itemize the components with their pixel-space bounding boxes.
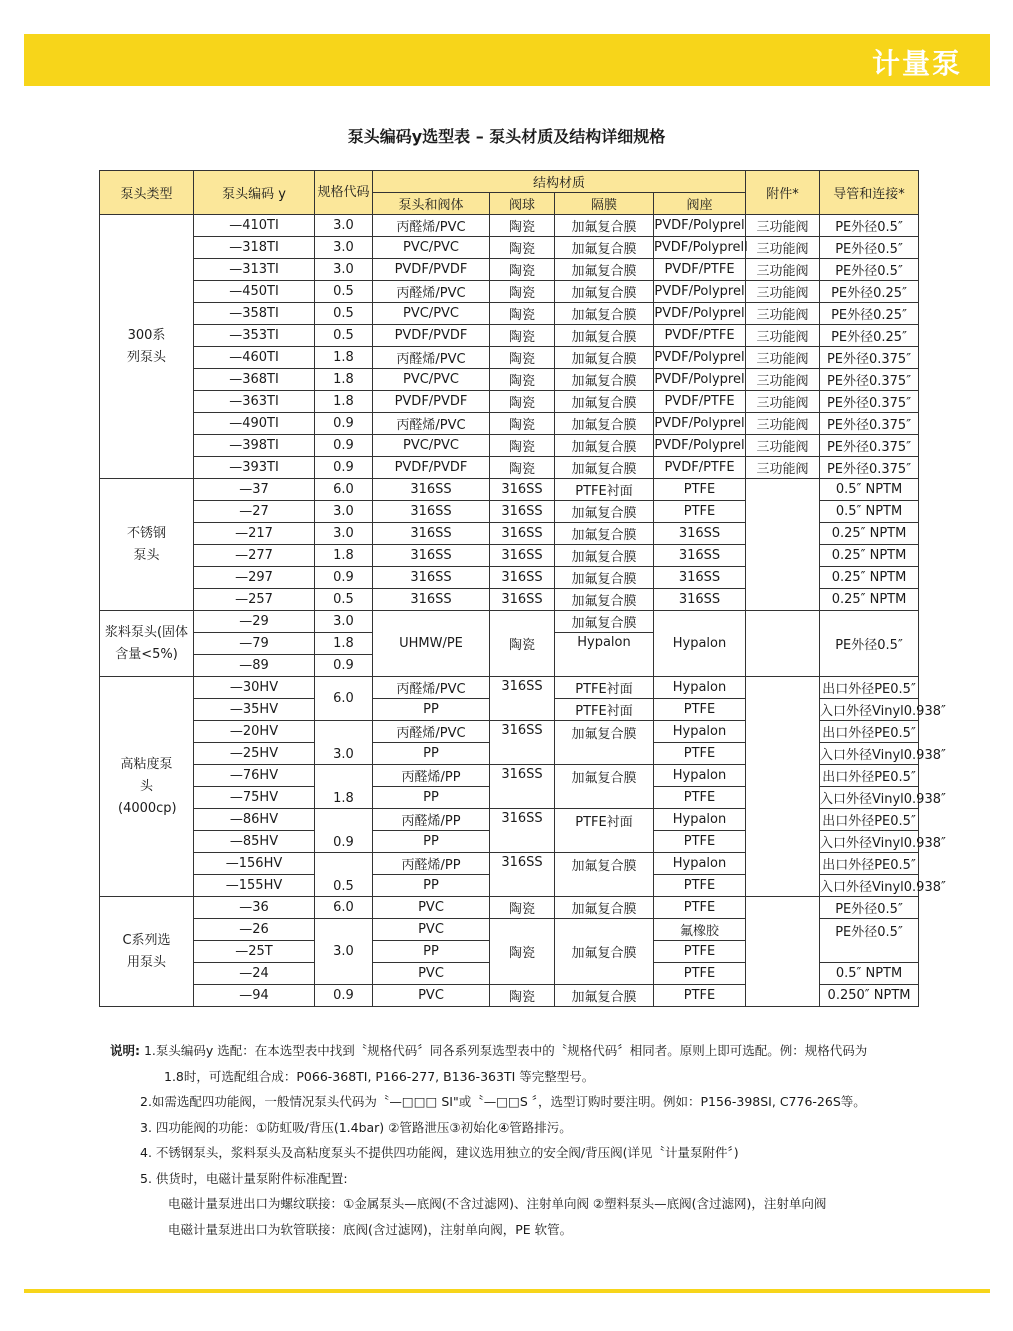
cell-spec: 0.5 [315, 303, 373, 325]
cell-diaphragm: 加氟复合膜 [555, 721, 654, 765]
cell-code: —393TI [194, 457, 315, 479]
cell-seat: Hypalon [654, 809, 746, 831]
cell-body: 丙醛烯/PVC [373, 215, 490, 237]
cell-ball: 陶瓷 [490, 919, 555, 985]
cell-spec: 0.9 [315, 435, 373, 457]
cell-diaphragm: 加氟复合膜 [555, 523, 654, 545]
cell-body: 丙醛烯/PVC [373, 281, 490, 303]
cell-spec: 0.9 [315, 457, 373, 479]
cell-tube: 0.5″ NPTM [820, 479, 919, 501]
cell-spec: 1.8 [315, 347, 373, 369]
cell-tube: PE外径0.5″ [820, 237, 919, 259]
notes-section [110, 1038, 950, 1242]
cell-body: UHMW/PE [373, 611, 490, 677]
document-title: 泵头编码y选型表 – 泵头材质及结构详细规格 [347, 127, 666, 146]
cell-diaphragm: PTFE衬面 [555, 699, 654, 721]
table-row [100, 369, 919, 391]
cell-seat: PTFE [654, 501, 746, 523]
cell-spec: 0.5 [315, 281, 373, 303]
cell-diaphragm: 加氟复合膜 [555, 567, 654, 589]
cell-code: —27 [194, 501, 315, 523]
cell-body: PP [373, 787, 490, 809]
cell-spec: 6.0 [315, 897, 373, 919]
cell-body: PVDF/PVDF [373, 391, 490, 413]
header-banner [24, 34, 990, 86]
cell-diaphragm: Hypalon [555, 633, 654, 677]
cell-accessory [746, 897, 820, 1007]
cell-tube: 0.25″ NPTM [820, 523, 919, 545]
cell-seat: PVDF/Polyprel [654, 215, 746, 237]
cell-code: —75HV [194, 787, 315, 809]
cell-tube: PE外径0.375″ [820, 369, 919, 391]
cell-spec: 1.8 [315, 545, 373, 567]
cell-seat: PTFE [654, 831, 746, 853]
cell-spec: 3.0 [315, 721, 373, 765]
cell-accessory: 三功能阀 [746, 325, 820, 347]
footer-rule [24, 1289, 990, 1293]
cell-spec: 0.5 [315, 589, 373, 611]
cell-code: —94 [194, 985, 315, 1007]
cell-seat: PVDF/Polyprel [654, 369, 746, 391]
cell-ball: 316SS [490, 809, 555, 853]
cell-spec: 0.9 [315, 655, 373, 677]
cell-seat: PTFE [654, 787, 746, 809]
col-header-accessory: 附件* [746, 171, 820, 215]
cell-tube: 0.250″ NPTM [820, 985, 919, 1007]
cell-ball: 陶瓷 [490, 897, 555, 919]
cell-accessory: 三功能阀 [746, 303, 820, 325]
cell-tube: PE外径0.5″ [820, 919, 919, 963]
cell-seat: Hypalon [654, 765, 746, 787]
cell-code: —313TI [194, 259, 315, 281]
table-row [100, 479, 919, 501]
cell-diaphragm: 加氟复合膜 [555, 589, 654, 611]
notes-label: 说明: [110, 1043, 140, 1058]
cell-body: PVC/PVC [373, 435, 490, 457]
cell-seat: Hypalon [654, 611, 746, 677]
cell-ball: 陶瓷 [490, 281, 555, 303]
note-1-cont: 1.8时，可选配组合成：P066-368TI, P166-277, B136-363TI 等完整型号。 [164, 1068, 595, 1084]
banner-title: 计量泵 [871, 47, 962, 80]
cell-diaphragm: 加氟复合膜 [555, 215, 654, 237]
cell-code: —79 [194, 633, 315, 655]
cell-seat: PTFE [654, 941, 746, 963]
cell-tube: 0.25″ NPTM [820, 567, 919, 589]
table-row [100, 413, 919, 435]
cell-seat: PVDF/PTFE [654, 259, 746, 281]
cell-body: 丙醛烯/PVC [373, 677, 490, 699]
cell-ball: 陶瓷 [490, 237, 555, 259]
cell-ball: 陶瓷 [490, 391, 555, 413]
cell-code: —26 [194, 919, 315, 941]
cell-body: 丙醛烯/PVC [373, 347, 490, 369]
table-row [100, 391, 919, 413]
table-row [100, 303, 919, 325]
table-row [100, 281, 919, 303]
cell-ball: 陶瓷 [490, 457, 555, 479]
cell-body: PP [373, 699, 490, 721]
group-label-slurry: 浆料泵头(固体含量<5%) [100, 611, 194, 677]
cell-seat: PVDF/PTFE [654, 457, 746, 479]
cell-ball: 陶瓷 [490, 611, 555, 677]
cell-code: —85HV [194, 831, 315, 853]
cell-code: —398TI [194, 435, 315, 457]
cell-tube: 出口外径PE0.5″ [820, 809, 919, 831]
cell-tube: PE外径0.375″ [820, 457, 919, 479]
cell-ball: 陶瓷 [490, 325, 555, 347]
cell-seat: Hypalon [654, 677, 746, 699]
cell-tube: PE外径0.5″ [820, 259, 919, 281]
cell-ball: 陶瓷 [490, 303, 555, 325]
cell-diaphragm: 加氟复合膜 [555, 765, 654, 809]
cell-ball: 陶瓷 [490, 985, 555, 1007]
group-label-300: 300系列泵头 [100, 215, 194, 479]
cell-ball: 316SS [490, 765, 555, 809]
cell-ball: 316SS [490, 545, 555, 567]
cell-accessory: 三功能阀 [746, 391, 820, 413]
cell-seat: 316SS [654, 523, 746, 545]
cell-code: —89 [194, 655, 315, 677]
cell-code: —318TI [194, 237, 315, 259]
cell-tube: 0.25″ NPTM [820, 545, 919, 567]
cell-seat: PVDF/Polyprel [654, 281, 746, 303]
cell-code: —156HV [194, 853, 315, 875]
cell-tube: 入口外径Vinyl0.938″ [820, 743, 919, 765]
cell-body: 316SS [373, 589, 490, 611]
cell-accessory [746, 479, 820, 611]
col-header-diaphragm: 隔膜 [555, 193, 654, 215]
cell-diaphragm: PTFE衬面 [555, 809, 654, 853]
cell-body: PVDF/PVDF [373, 325, 490, 347]
cell-spec: 3.0 [315, 919, 373, 985]
cell-seat: 氟橡胶 [654, 919, 746, 941]
cell-body: PVC/PVC [373, 369, 490, 391]
cell-tube: 0.5″ NPTM [820, 501, 919, 523]
cell-accessory: 三功能阀 [746, 413, 820, 435]
cell-ball: 316SS [490, 523, 555, 545]
cell-code: —36 [194, 897, 315, 919]
cell-spec: 3.0 [315, 215, 373, 237]
cell-spec: 1.8 [315, 369, 373, 391]
cell-code: —25T [194, 941, 315, 963]
cell-code: —30HV [194, 677, 315, 699]
cell-tube: PE外径0.375″ [820, 391, 919, 413]
table-row [100, 897, 919, 919]
cell-diaphragm: 加氟复合膜 [555, 413, 654, 435]
cell-accessory: 三功能阀 [746, 237, 820, 259]
cell-seat: PTFE [654, 985, 746, 1007]
table-row [100, 325, 919, 347]
cell-diaphragm: 加氟复合膜 [555, 281, 654, 303]
cell-seat: PTFE [654, 963, 746, 985]
cell-seat: 316SS [654, 589, 746, 611]
cell-body: PVC [373, 985, 490, 1007]
cell-spec: 0.9 [315, 809, 373, 853]
note-1: 说明: 1.泵头编码y 选配：在本选型表中找到〝规格代码〞同各系列泵选型表中的〝规格代码〞相同者。原则上即可选配。例：规格代码为 [110, 1043, 868, 1058]
cell-code: —20HV [194, 721, 315, 743]
cell-diaphragm: 加氟复合膜 [555, 391, 654, 413]
cell-spec: 6.0 [315, 677, 373, 721]
cell-code: —460TI [194, 347, 315, 369]
cell-ball: 316SS [490, 721, 555, 765]
cell-seat: Hypalon [654, 721, 746, 743]
cell-body: PVC/PVC [373, 303, 490, 325]
cell-tube: PE外径0.375″ [820, 413, 919, 435]
cell-tube: 入口外径Vinyl0.938″ [820, 831, 919, 853]
cell-code: —24 [194, 963, 315, 985]
col-header-tube: 导管和连接* [820, 171, 919, 215]
cell-seat: PVDF/Polyprel [654, 435, 746, 457]
cell-tube: 出口外径PE0.5″ [820, 765, 919, 787]
cell-body: PP [373, 875, 490, 897]
cell-ball: 316SS [490, 501, 555, 523]
cell-code: —277 [194, 545, 315, 567]
cell-code: —217 [194, 523, 315, 545]
col-header-code: 泵头编码 y [194, 171, 315, 215]
cell-accessory: 三功能阀 [746, 215, 820, 237]
cell-tube: 出口外径PE0.5″ [820, 677, 919, 699]
cell-code: —155HV [194, 875, 315, 897]
cell-ball: 陶瓷 [490, 259, 555, 281]
cell-ball: 316SS [490, 677, 555, 721]
cell-tube: PE外径0.5″ [820, 215, 919, 237]
note-7: 电磁计量泵进出口为软管联接：底阀(含过滤网)，注射单向阀，PE 软管。 [168, 1221, 573, 1237]
cell-ball: 316SS [490, 589, 555, 611]
cell-code: —86HV [194, 809, 315, 831]
cell-spec: 0.9 [315, 413, 373, 435]
cell-tube: 入口外径Vinyl0.938″ [820, 787, 919, 809]
cell-diaphragm: 加氟复合膜 [555, 303, 654, 325]
cell-body: 316SS [373, 567, 490, 589]
cell-spec: 3.0 [315, 237, 373, 259]
cell-diaphragm: 加氟复合膜 [555, 501, 654, 523]
cell-body: 丙醛烯/PP [373, 853, 490, 875]
cell-body: PVDF/PVDF [373, 457, 490, 479]
group-label-high-viscosity: 高粘度泵头(4000cp) [100, 677, 194, 897]
table-row [100, 677, 919, 699]
cell-body: PVC [373, 919, 490, 941]
cell-ball: 陶瓷 [490, 215, 555, 237]
table-row [100, 347, 919, 369]
group-label-stainless: 不锈钢泵头 [100, 479, 194, 611]
col-header-type: 泵头类型 [100, 171, 194, 215]
note-3: 3. 四功能阀的功能：①防虹吸/背压(1.4bar) ②管路泄压③初始化④管路排污。 [140, 1119, 572, 1135]
table-row [100, 237, 919, 259]
cell-spec: 1.8 [315, 391, 373, 413]
table-row [100, 215, 919, 237]
cell-ball: 陶瓷 [490, 347, 555, 369]
col-header-body: 泵头和阀体 [373, 193, 490, 215]
cell-spec: 3.0 [315, 501, 373, 523]
cell-spec: 0.5 [315, 853, 373, 897]
cell-code: —353TI [194, 325, 315, 347]
cell-diaphragm: 加氟复合膜 [555, 853, 654, 897]
cell-spec: 0.9 [315, 567, 373, 589]
cell-tube: PE外径0.375″ [820, 347, 919, 369]
cell-seat: Hypalon [654, 853, 746, 875]
cell-body: PP [373, 941, 490, 963]
cell-accessory: 三功能阀 [746, 347, 820, 369]
cell-diaphragm: 加氟复合膜 [555, 347, 654, 369]
cell-tube: 出口外径PE0.5″ [820, 721, 919, 743]
cell-body: 丙醛烯/PP [373, 809, 490, 831]
cell-tube: PE外径0.5″ [820, 611, 919, 677]
cell-code: —35HV [194, 699, 315, 721]
cell-body: PVC [373, 897, 490, 919]
cell-seat: PVDF/Polyprel [654, 303, 746, 325]
cell-diaphragm: 加氟复合膜 [555, 611, 654, 633]
cell-body: 316SS [373, 523, 490, 545]
cell-spec: 3.0 [315, 611, 373, 633]
cell-diaphragm: 加氟复合膜 [555, 985, 654, 1007]
cell-accessory: 三功能阀 [746, 435, 820, 457]
cell-spec: 1.8 [315, 765, 373, 809]
cell-accessory: 三功能阀 [746, 369, 820, 391]
cell-code: —450TI [194, 281, 315, 303]
cell-seat: PVDF/Polyprel [654, 347, 746, 369]
cell-seat: PVDF/PTFE [654, 391, 746, 413]
cell-code: —29 [194, 611, 315, 633]
cell-diaphragm: 加氟复合膜 [555, 369, 654, 391]
cell-tube: 0.25″ NPTM [820, 589, 919, 611]
cell-ball: 316SS [490, 567, 555, 589]
cell-seat: PTFE [654, 897, 746, 919]
note-6: 电磁计量泵进出口为螺纹联接：①金属泵头—底阀(不含过滤网)、注射单向阀 ②塑料泵头—底阀(含过滤网)，注射单向阀 [168, 1196, 827, 1211]
cell-tube: 入口外径Vinyl0.938″ [820, 699, 919, 721]
cell-ball: 陶瓷 [490, 369, 555, 391]
table-row [100, 611, 919, 633]
cell-tube: 出口外径PE0.5″ [820, 853, 919, 875]
note-2: 2.如需选配四功能阀，一般情况泵头代码为〝—□□□ SI"或〝—□□S 〞，选型订购时要注明。例如：P156-398SI, C776-26S等。 [140, 1094, 866, 1109]
cell-body: 丙醛烯/PVC [373, 721, 490, 743]
table-row [100, 457, 919, 479]
cell-ball: 陶瓷 [490, 435, 555, 457]
cell-accessory: 三功能阀 [746, 457, 820, 479]
col-header-struct: 结构材质 [373, 171, 746, 193]
cell-seat: 316SS [654, 567, 746, 589]
cell-spec: 0.5 [315, 325, 373, 347]
cell-tube: 0.5″ NPTM [820, 963, 919, 985]
cell-code: —297 [194, 567, 315, 589]
cell-body: PVDF/PVDF [373, 259, 490, 281]
col-header-ball: 阀球 [490, 193, 555, 215]
cell-tube: PE外径0.375″ [820, 435, 919, 457]
cell-code: —368TI [194, 369, 315, 391]
cell-body: 丙醛烯/PP [373, 765, 490, 787]
cell-code: —37 [194, 479, 315, 501]
cell-diaphragm: 加氟复合膜 [555, 545, 654, 567]
cell-accessory: 三功能阀 [746, 281, 820, 303]
cell-code: —25HV [194, 743, 315, 765]
cell-ball: 陶瓷 [490, 413, 555, 435]
cell-diaphragm: 加氟复合膜 [555, 259, 654, 281]
cell-accessory [746, 677, 820, 897]
cell-code: —363TI [194, 391, 315, 413]
cell-body: PP [373, 743, 490, 765]
cell-seat: 316SS [654, 545, 746, 567]
cell-seat: PVDF/Polyprel [654, 413, 746, 435]
cell-tube: PE外径0.25″ [820, 281, 919, 303]
cell-seat: PTFE [654, 479, 746, 501]
cell-diaphragm: 加氟复合膜 [555, 897, 654, 919]
cell-tube: PE外径0.25″ [820, 303, 919, 325]
cell-tube: PE外径0.5″ [820, 897, 919, 919]
cell-diaphragm: 加氟复合膜 [555, 237, 654, 259]
note-4: 4. 不锈钢泵头，浆料泵头及高粘度泵头不提供四功能阀，建议选用独立的安全阀/背压阀(详见〝计量泵附件〞) [140, 1145, 739, 1160]
cell-body: PP [373, 831, 490, 853]
cell-ball: 316SS [490, 853, 555, 897]
cell-spec: 6.0 [315, 479, 373, 501]
cell-spec: 3.0 [315, 523, 373, 545]
col-header-spec: 规格代码 [315, 171, 373, 215]
cell-seat: PTFE [654, 743, 746, 765]
cell-body: 316SS [373, 545, 490, 567]
cell-tube: 入口外径Vinyl0.938″ [820, 875, 919, 897]
cell-diaphragm: PTFE衬面 [555, 677, 654, 699]
group-label-c-series: C系列选用泵头 [100, 897, 194, 1007]
cell-spec: 0.9 [315, 985, 373, 1007]
cell-body: 316SS [373, 479, 490, 501]
cell-accessory: 三功能阀 [746, 259, 820, 281]
cell-body: 丙醛烯/PVC [373, 413, 490, 435]
cell-seat: PTFE [654, 699, 746, 721]
cell-spec: 3.0 [315, 259, 373, 281]
cell-diaphragm: 加氟复合膜 [555, 919, 654, 985]
table-row [100, 435, 919, 457]
cell-spec: 1.8 [315, 633, 373, 655]
cell-tube: PE外径0.25″ [820, 325, 919, 347]
col-header-seat: 阀座 [654, 193, 746, 215]
cell-diaphragm: 加氟复合膜 [555, 457, 654, 479]
cell-diaphragm: PTFE衬面 [555, 479, 654, 501]
cell-seat: PTFE [654, 875, 746, 897]
cell-body: PVC/PVC [373, 237, 490, 259]
spec-table [99, 170, 946, 1007]
cell-code: —410TI [194, 215, 315, 237]
cell-ball: 316SS [490, 479, 555, 501]
cell-code: —257 [194, 589, 315, 611]
table-row [100, 259, 919, 281]
cell-accessory [746, 611, 820, 677]
cell-diaphragm: 加氟复合膜 [555, 435, 654, 457]
cell-code: —358TI [194, 303, 315, 325]
note-5: 5. 供货时，电磁计量泵附件标准配置: [140, 1170, 348, 1186]
cell-code: —76HV [194, 765, 315, 787]
cell-seat: PVDF/Polyprell [654, 237, 746, 259]
cell-diaphragm: 加氟复合膜 [555, 325, 654, 347]
cell-code: —490TI [194, 413, 315, 435]
cell-body: PVC [373, 963, 490, 985]
cell-body: 316SS [373, 501, 490, 523]
cell-seat: PVDF/PTFE [654, 325, 746, 347]
